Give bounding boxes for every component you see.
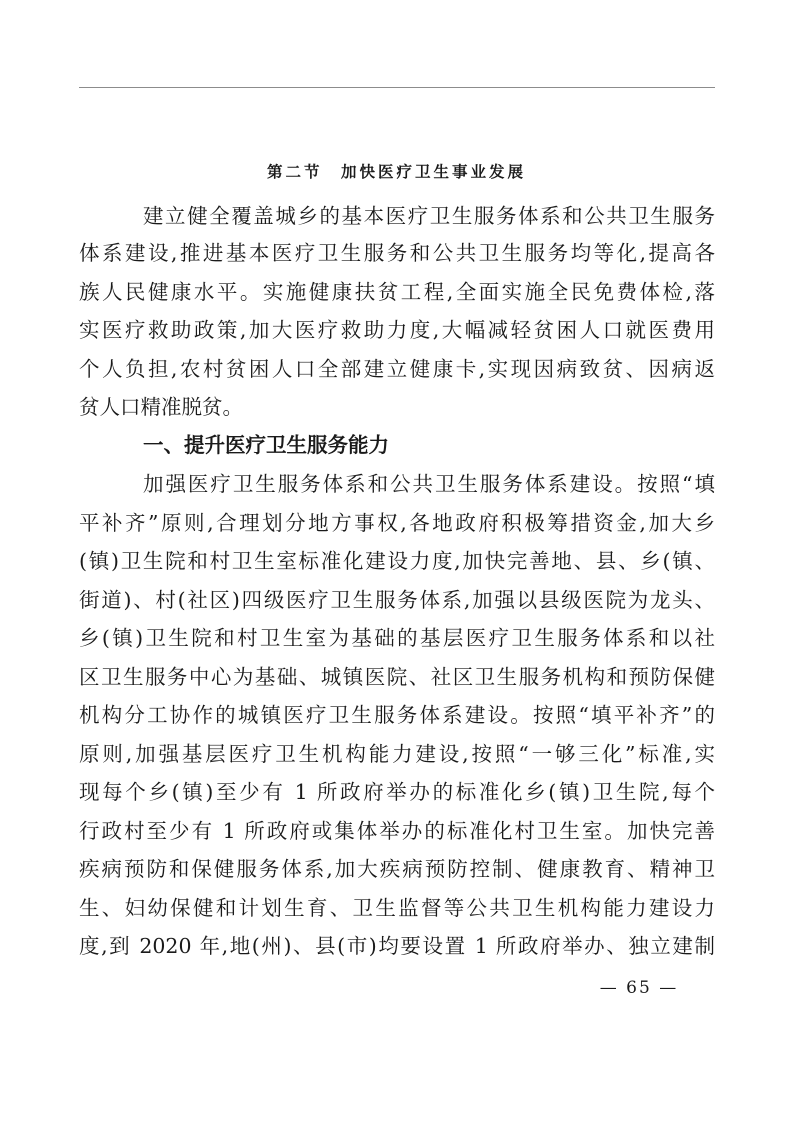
- paragraph-line: 疾病预防和保健服务体系,加大疾病预防控制、健康教育、精神卫: [79, 857, 715, 881]
- paragraph-line: 乡(镇)卫生院和村卫生室为基础的基层医疗卫生服务体系和以社: [79, 626, 715, 650]
- paragraph-line: 度,到 2020 年,地(州)、县(市)均要设置 1 所政府举办、独立建制: [79, 934, 715, 958]
- subheading: 一、提升医疗卫生服务能力: [143, 433, 389, 457]
- paragraph-line: 个人负担,农村贫困人口全部建立健康卡,实现因病致贫、因病返: [79, 357, 715, 381]
- paragraph-line: 实医疗救助政策,加大医疗救助力度,大幅减轻贫困人口就医费用: [79, 318, 715, 342]
- page-number: — 65 —: [599, 978, 679, 998]
- paragraph-line: 族人民健康水平。实施健康扶贫工程,全面实施全民免费体检,落: [79, 280, 715, 304]
- paragraph-line: 贫人口精准脱贫。: [79, 395, 243, 419]
- paragraph-line: 加强医疗卫生服务体系和公共卫生服务体系建设。按照“填: [143, 472, 715, 496]
- paragraph-line: 原则,加强基层医疗卫生机构能力建设,按照“一够三化”标准,实: [79, 742, 715, 766]
- paragraph-line: 平补齐”原则,合理划分地方事权,各地政府积极筹措资金,加大乡: [79, 511, 715, 535]
- paragraph-line: 生、妇幼保健和计划生育、卫生监督等公共卫生机构能力建设力: [79, 896, 715, 920]
- paragraph-line: 行政村至少有 1 所政府或集体举办的标准化村卫生室。加快完善: [79, 819, 715, 843]
- paragraph-line: 机构分工协作的城镇医疗卫生服务体系建设。按照“填平补齐”的: [79, 703, 715, 727]
- paragraph-line: (镇)卫生院和村卫生室标准化建设力度,加快完善地、县、乡(镇、: [79, 549, 715, 573]
- header-rule: [79, 87, 715, 88]
- paragraph-line: 街道)、村(社区)四级医疗卫生服务体系,加强以县级医院为龙头、: [79, 588, 715, 612]
- paragraph-line: 体系建设,推进基本医疗卫生服务和公共卫生服务均等化,提高各: [79, 241, 715, 265]
- paragraph-line: 现每个乡(镇)至少有 1 所政府举办的标准化乡(镇)卫生院,每个: [79, 780, 715, 804]
- paragraph-line: 区卫生服务中心为基础、城镇医院、社区卫生服务机构和预防保健: [79, 665, 715, 689]
- section-title: 第二节 加快医疗卫生事业发展: [266, 162, 526, 181]
- paragraph-line: 建立健全覆盖城乡的基本医疗卫生服务体系和公共卫生服务: [143, 204, 715, 228]
